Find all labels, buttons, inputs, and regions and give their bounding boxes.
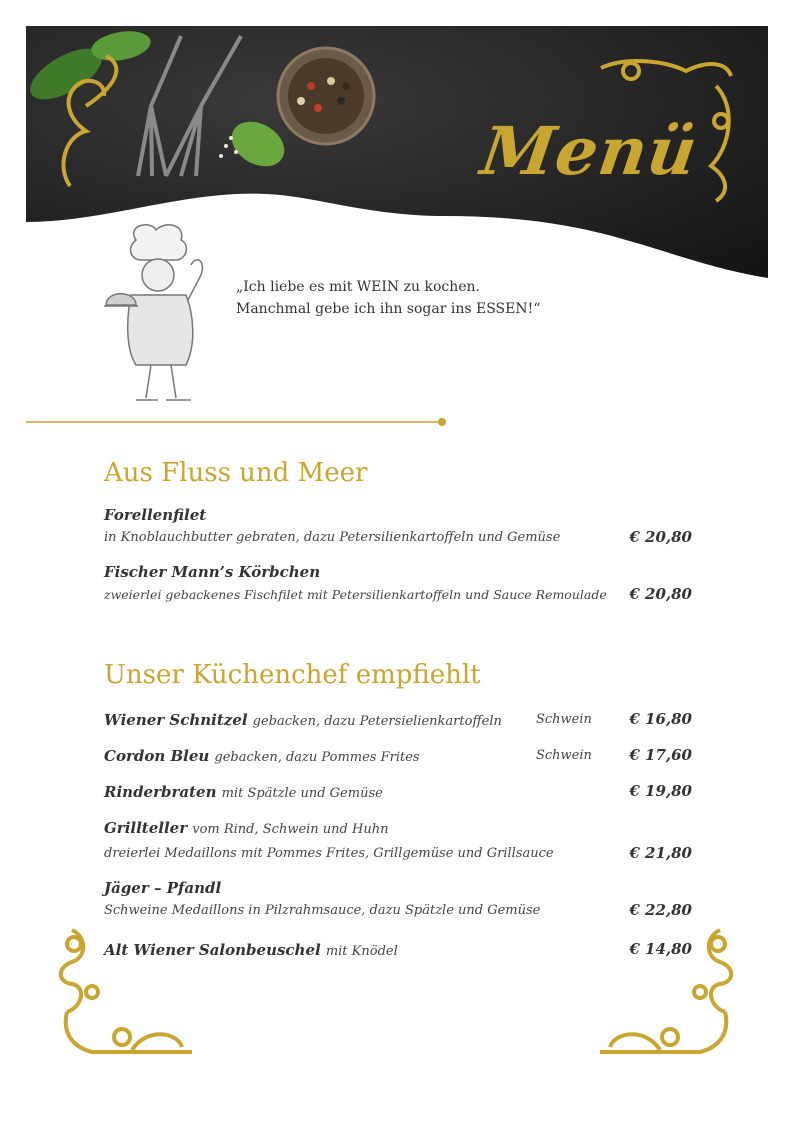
dish-description: in Knoblauchbutter gebraten, dazu Petersilienkartoffeln und Gemüse [104,530,561,545]
dish-name: Forellenfilet [104,506,207,524]
dish-name: Fischer Mann’s Körbchen [104,563,321,581]
dish-price: € 22,80 [629,901,692,919]
quote-line-2: Manchmal gebe ich ihn sogar ins ESSEN!“ [236,301,541,317]
peppercorn-bowl-image [278,48,374,144]
menu-title: Menü [476,112,703,190]
dish-description: zweierlei gebackenes Fischfilet mit Petersilienkartoffeln und Sauce Remoulade [104,587,607,602]
section-title-chef-recommends: Unser Küchenchef empfiehlt [104,660,481,690]
chef-illustration [96,220,222,408]
section-title-fish: Aus Fluss und Meer [104,458,368,488]
dish-name: Alt Wiener Salonbeuschel [104,941,321,959]
dish-fischer-manns-koerbchen [104,563,692,607]
dish-meat: Schwein [536,748,592,763]
dish-grillteller [104,818,692,866]
dish-price: € 21,80 [629,844,692,862]
dish-price: € 19,80 [629,782,692,800]
dish-description: Schweine Medaillons in Pilzrahmsauce, dazu Spätzle und Gemüse [104,903,541,918]
dish-description: gebacken, dazu Pommes Frites [214,750,420,765]
quote-line-1: „Ich liebe es mit WEIN zu kochen. [236,279,480,295]
dish-price: € 16,80 [629,710,692,728]
bottom-right-ornament-icon [592,922,740,1067]
gold-divider [26,415,448,429]
dish-meat: Schwein [536,712,592,727]
dish-name: Jäger – Pfandl [104,879,222,897]
chef-quote [236,276,540,320]
dish-price: € 20,80 [629,528,692,546]
dish-description: mit Knödel [325,944,398,959]
dish-jaeger-pfandl [104,879,692,923]
dish-name: Rinderbraten [104,783,217,801]
dish-cordon-bleu [104,746,692,768]
dish-wiener-schnitzel [104,710,692,732]
dish-price: € 17,60 [629,746,692,764]
bottom-left-ornament-icon [52,922,200,1067]
dish-description: gebacken, dazu Petersielienkartoffeln [252,714,502,729]
dish-name: Grillteller [104,819,188,837]
dish-subtitle: vom Rind, Schwein und Huhn [192,822,389,837]
dish-rinderbraten [104,782,692,804]
dish-forellenfilet [104,506,692,550]
dish-price: € 20,80 [629,585,692,603]
dish-description: mit Spätzle und Gemüse [221,786,383,801]
dish-name: Wiener Schnitzel [104,711,248,729]
dish-price: € 14,80 [629,940,692,958]
dish-description: dreierlei Medaillons mit Pommes Frites, Grillgemüse und Grillsauce [104,846,554,861]
dish-name: Cordon Bleu [104,747,210,765]
